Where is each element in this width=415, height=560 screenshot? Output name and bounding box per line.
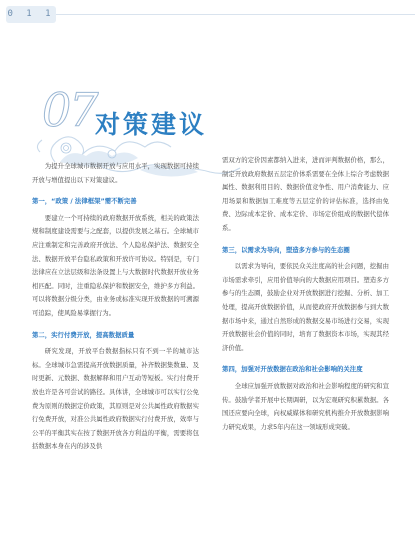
paragraph-continued: 需双方的定价因素都纳入进来，进而评判数据价格，那么，制定开放政府数据五层定价体系需要在全体上综合考虑数据属性、数据利用目的、数据价值竞争性、用户消费能力、应用场景和数据加工难度等五层定价的评估标准，选择由免费、边际成本定价、成本定价、市场定价组成的数据代偿体系。 [222,156,389,232]
chapter-number: 07 [42,83,97,137]
page-number: 0 1 1 [6,6,56,23]
paragraph: 以需求为导向，要依民众关注度高的社会问题，挖掘由市场需求牵引，应用价值导向的大数据应用项目。塑造多方参与的生态圈，鼓励企业对开放数据进行挖掘、分析、加工处理，提高开放数据价值，从而使政府开放数据参与到大数据市场中来，通过自然形成的数据交易市场进行交易，实现开放数据社会价值的同时，培育了数据资本市场，实现其经济价值。 [222,262,389,352]
chapter-title: 对策建议 [95,110,208,139]
section-heading-1: 第一，“政策 / 法律框架”需不断完善 [32,197,137,206]
left-column [32,160,199,454]
header-rule [56,14,415,15]
paragraph: 全球应加强开放数据对政治和社会影响程度的研究和宣传。鼓励学者开展中长期调研，以为宏观研究积累数据。各国还应要向全球，向权威媒体和研究机构推介开放数据影响力研究成果，力求5年内在这一领域形成突破。 [222,381,389,431]
section-heading-4: 第四，加强对开放数据在政治和社会影响的关注度 [222,365,363,374]
paragraph: 研究发现，开放平台数据指标只有不到一半的城市达标。全球城市急需提高开放数据质量，补齐数据集数量、及时更新、元数据、数据解释和用户互动等短板。实行付费开放也许是各可尝试的路径。具体讲，全球城市可以实行公免费为原则的数据定价政策，其原则是对公共属性政府数据实行免费开放，对准公共属性政府数据实行付费开放，效率与公平的平衡其实在按了数据开放各方利益的平衡，需要将包括数据本身在内的涉及供 [32,347,199,451]
intro-paragraph: 为提升全球城市数据开放与应用水平，实现数据可持续开放与增值提出以下对策建议。 [32,162,199,184]
paragraph: 要建立一个可持续的政府数据开放系统，相关的政策法规和制度建设需要与之配套，以提供发展之基石。全球城市应注重制定和完善政府开放法、个人隐私保护法、数据安全法、数据开放平台隐私政策和开放许可协议。特别是，专门法律应在立法层级和法条设置上与大数据时代数据开放业务相匹配。同时，注重隐私保护和数据安全，维护多方利益。可以将数据分级分类，由业务或标准实现开放数据的可溯源可追踪，使风险易掌握行为。 [32,213,199,317]
right-column [222,154,389,434]
section-heading-2: 第二，实行付费开放，提高数据质量 [32,330,135,339]
section-heading-3: 第三，以需求为导向，塑造多方参与的生态圈 [222,245,350,254]
